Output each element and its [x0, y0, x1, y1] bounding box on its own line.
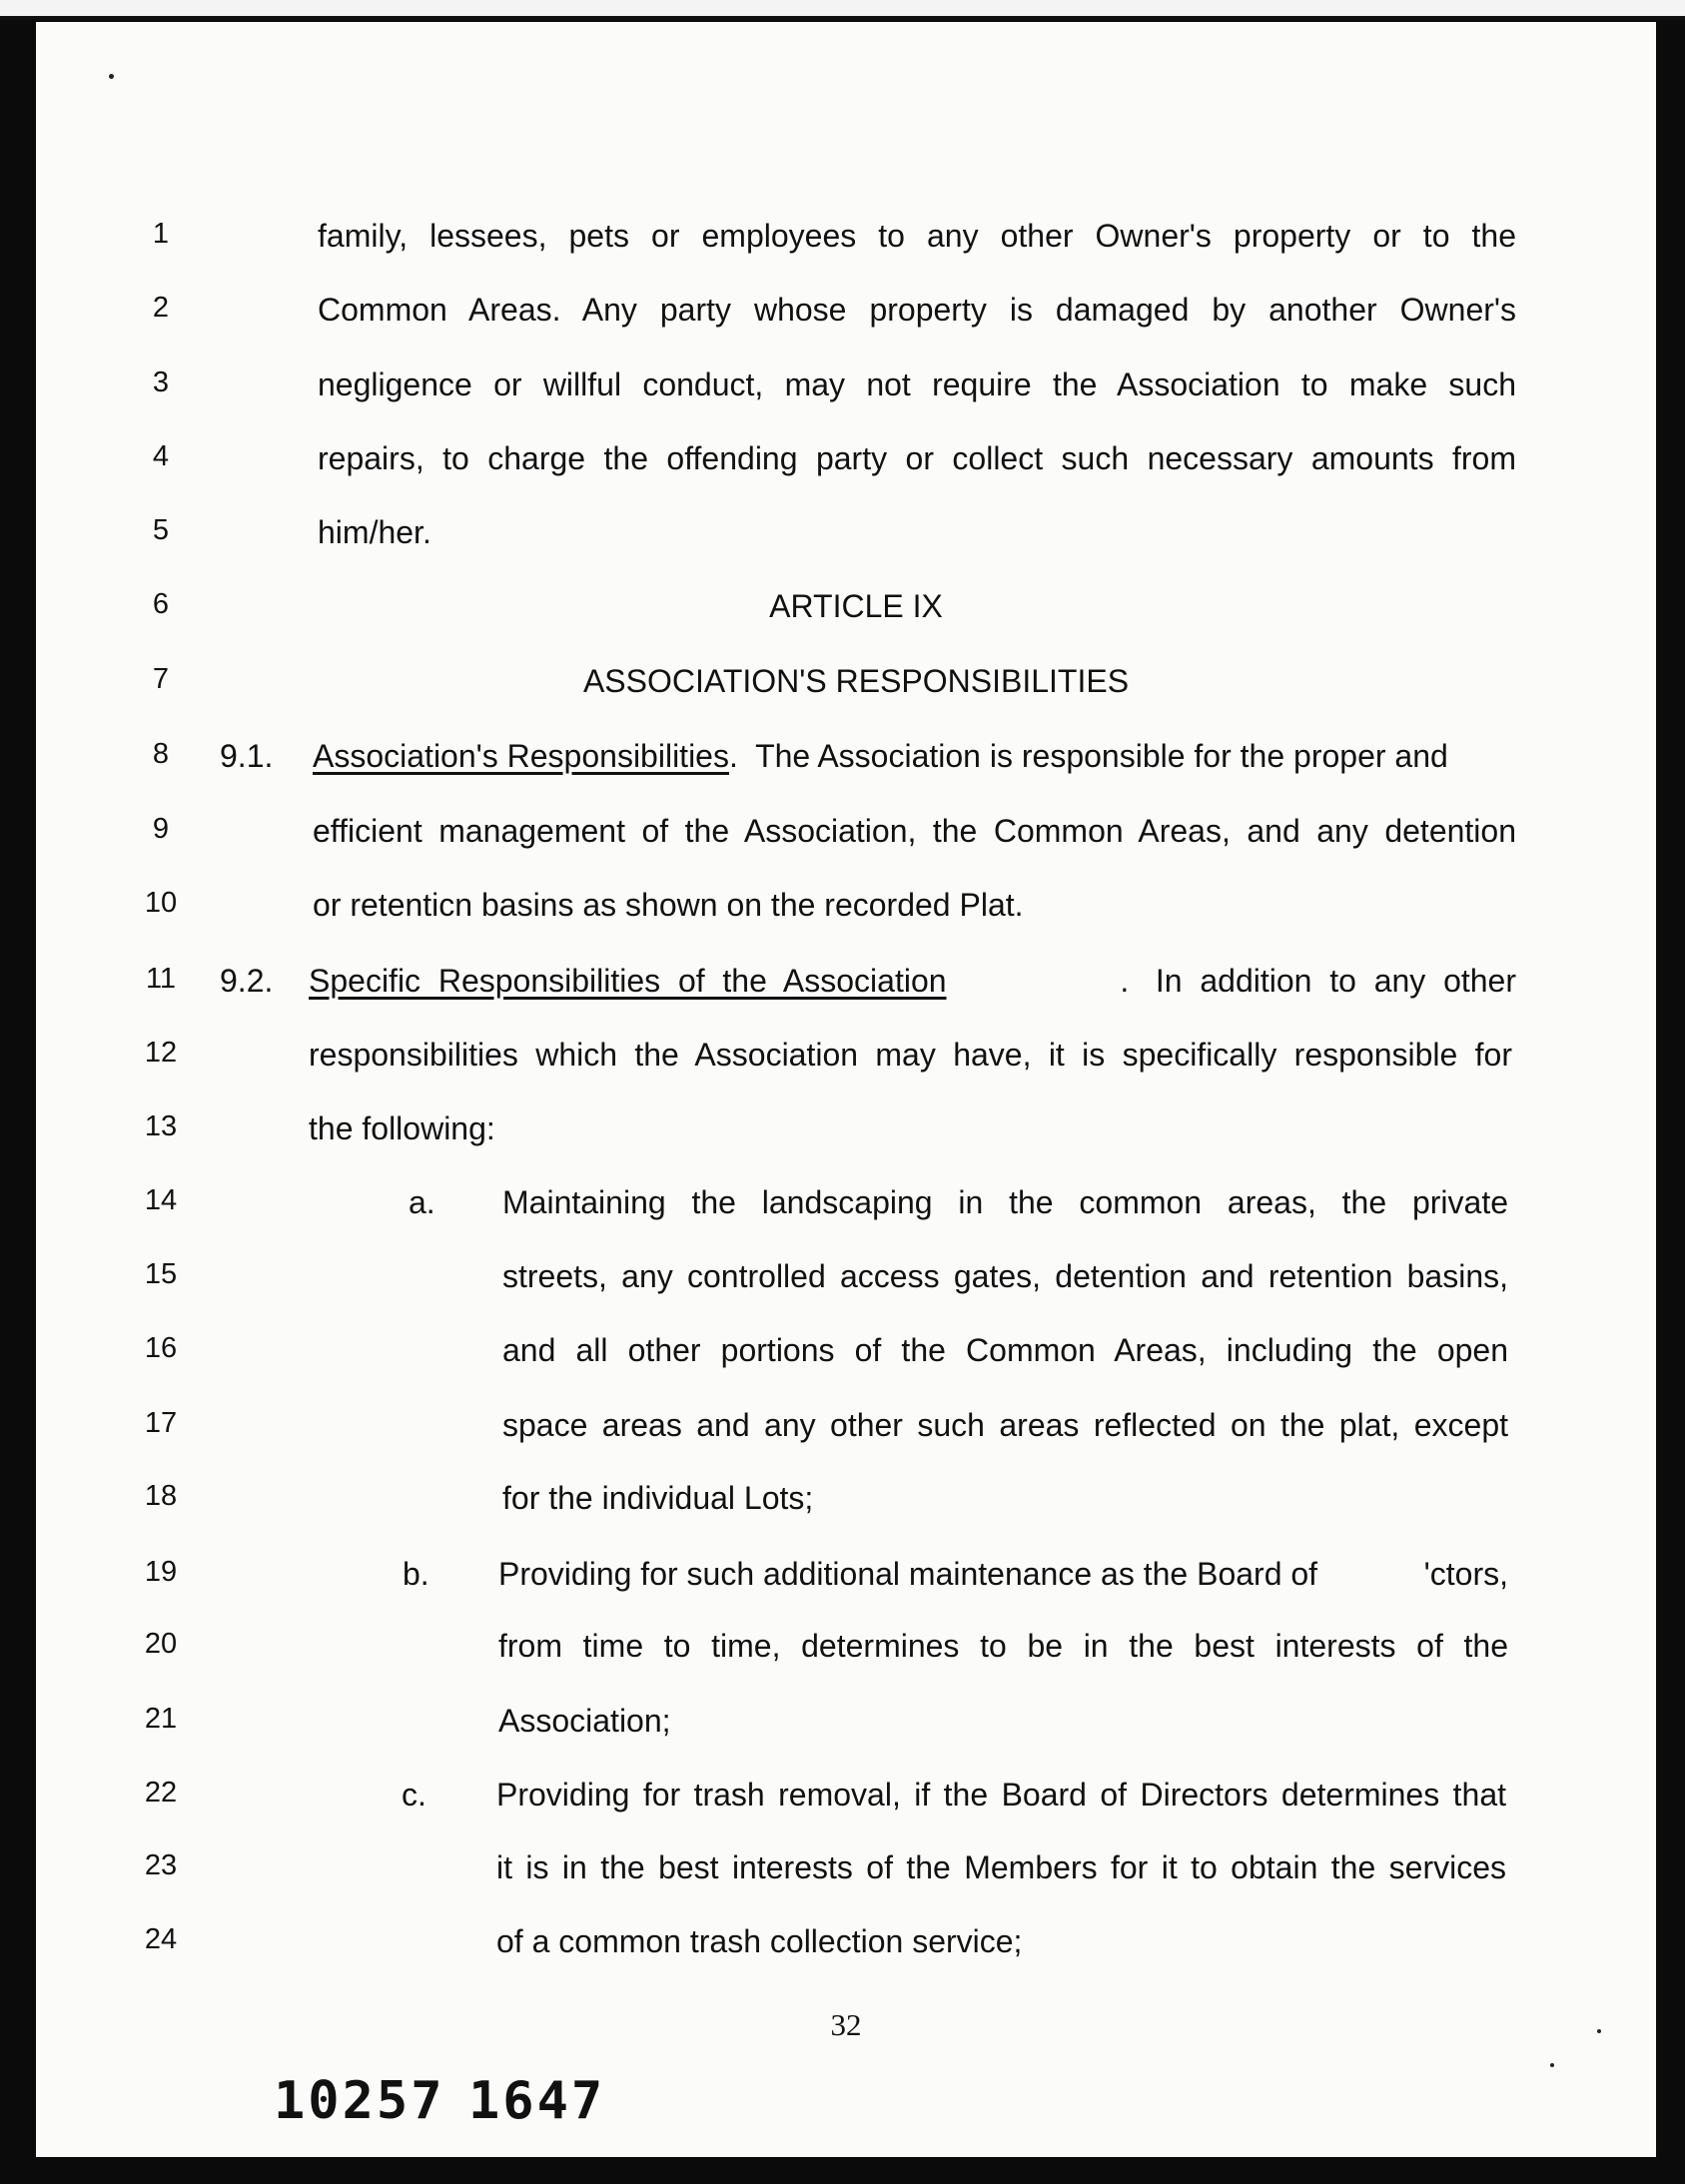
- line-number: 22: [144, 1777, 178, 1809]
- text-line: Maintaining the landscaping in the common areas, the private: [502, 1184, 1508, 1220]
- text-line: repairs, to charge the offending party or collect such necessary amounts from: [318, 440, 1516, 476]
- section-line: [309, 963, 1516, 1000]
- list-label: b.: [403, 1556, 429, 1592]
- section-title: Association's Responsibilities: [313, 738, 729, 774]
- line-number: 1: [152, 218, 170, 250]
- article-title-heading: ASSOCIATION'S RESPONSIBILITIES: [582, 663, 1130, 699]
- line-number: 14: [144, 1184, 178, 1216]
- line-number: 13: [144, 1110, 178, 1142]
- text-line: from time to time, determines to be in the best interests of the: [498, 1628, 1508, 1664]
- text-line: it is in the best interests of the Members for it to obtain the services: [496, 1849, 1506, 1885]
- text-line: Common Areas. Any party whose property is damaged by another Owner's: [318, 292, 1516, 328]
- line-number: 2: [152, 292, 170, 324]
- text-line: space areas and any other such areas reflected on the plat, except: [502, 1407, 1508, 1443]
- line-number: 9: [152, 813, 170, 845]
- line-number: 20: [144, 1628, 178, 1660]
- text-line: responsibilities which the Association may have, it is specifically responsible for: [309, 1037, 1512, 1073]
- article-number-heading: ARTICLE IX: [769, 588, 943, 624]
- text-fragment: 'ctors,: [1423, 1556, 1508, 1592]
- document-page: [36, 22, 1656, 2157]
- line-number: 12: [144, 1037, 178, 1069]
- line-number: 21: [144, 1703, 178, 1735]
- line-number: 3: [152, 366, 170, 398]
- text-line: him/her.: [318, 514, 431, 550]
- text-line: for the individual Lots;: [502, 1480, 814, 1516]
- line-number: 7: [152, 663, 170, 695]
- text-line: or retenticn basins as shown on the recorded Plat.: [313, 887, 1024, 923]
- line-number: 10: [144, 887, 178, 919]
- list-label: c.: [402, 1777, 426, 1813]
- line-number: 4: [152, 440, 170, 472]
- recording-stamp-book: 10257: [274, 2071, 445, 2131]
- text-line: Association;: [498, 1703, 671, 1739]
- section-text: . In addition to any other: [1120, 963, 1516, 999]
- text-line: streets, any controlled access gates, detention and retention basins,: [502, 1258, 1508, 1294]
- section-number: 9.1.: [220, 738, 274, 774]
- section-line: [313, 738, 1516, 775]
- list-label: a.: [409, 1184, 435, 1220]
- line-number: 23: [144, 1849, 178, 1881]
- line-number: 15: [144, 1258, 178, 1290]
- line-number: 19: [144, 1556, 178, 1588]
- line-number: 17: [144, 1407, 178, 1439]
- text-fragment: Providing for such additional maintenance as the Board of: [498, 1556, 1318, 1592]
- scan-top-strip: [0, 0, 1685, 20]
- text-line: [498, 1556, 1508, 1593]
- text-line: and all other portions of the Common Areas, including the open: [502, 1332, 1508, 1368]
- recording-stamp-page: 1647: [468, 2071, 606, 2131]
- text-line: of a common trash collection service;: [496, 1923, 1023, 1959]
- text-line: Providing for trash removal, if the Board of Directors determines that: [496, 1777, 1506, 1813]
- scan-speck: [1550, 2063, 1554, 2067]
- line-number: 11: [145, 963, 177, 995]
- section-number: 9.2.: [220, 963, 274, 999]
- text-line: family, lessees, pets or employees to any other Owner's property or to the: [318, 218, 1516, 254]
- text-line: negligence or willful conduct, may not require the Association to make such: [318, 366, 1516, 402]
- line-number: 18: [144, 1480, 178, 1512]
- scan-speck: [109, 74, 114, 79]
- line-number: 16: [144, 1332, 178, 1364]
- text-line: efficient management of the Association, the Common Areas, and any detention: [313, 813, 1516, 849]
- line-number: 5: [152, 514, 170, 546]
- section-title: Specific Responsibilities of the Association: [309, 963, 947, 999]
- line-number: 6: [152, 588, 170, 620]
- page-number: 32: [830, 2007, 862, 2042]
- line-number: 24: [144, 1923, 178, 1955]
- text-line: the following:: [309, 1110, 495, 1146]
- section-text: . The Association is responsible for the proper and: [728, 738, 1448, 774]
- line-number: 8: [152, 738, 170, 770]
